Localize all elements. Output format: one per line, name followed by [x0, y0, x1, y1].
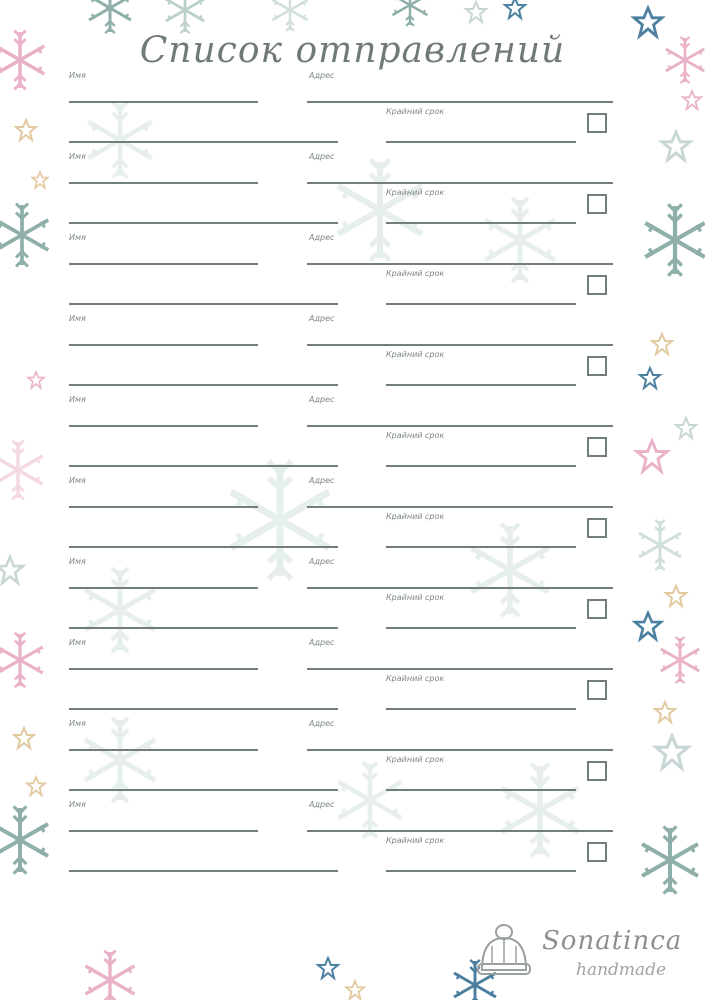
address-field[interactable]	[307, 425, 613, 427]
address-label: Адрес	[309, 71, 335, 80]
name-field[interactable]	[69, 587, 258, 589]
address-field[interactable]	[307, 344, 613, 346]
address-field[interactable]	[307, 101, 613, 103]
sent-checkbox[interactable]	[587, 437, 607, 457]
entry-block	[0, 394, 705, 475]
address-label: Адрес	[309, 557, 335, 566]
brand-logo	[472, 918, 697, 993]
sent-checkbox[interactable]	[587, 518, 607, 538]
page-title: Список отправлений	[139, 30, 566, 71]
name-label: Имя	[69, 152, 86, 161]
deadline-field[interactable]	[386, 870, 576, 872]
name-field[interactable]	[69, 344, 258, 346]
brand-name: Sonatinca	[542, 926, 683, 956]
deadline-field[interactable]	[386, 141, 576, 143]
deadline-field[interactable]	[386, 708, 576, 710]
deadline-label: Крайний срок	[386, 350, 445, 359]
name-field[interactable]	[69, 506, 258, 508]
sent-checkbox[interactable]	[587, 599, 607, 619]
entry-block	[0, 799, 705, 880]
entry-block	[0, 637, 705, 718]
deadline-label: Крайний срок	[386, 836, 445, 845]
name-label: Имя	[69, 638, 86, 647]
address-field[interactable]	[307, 668, 613, 670]
address-field-line2[interactable]	[69, 789, 338, 791]
address-field[interactable]	[307, 587, 613, 589]
sent-checkbox[interactable]	[587, 113, 607, 133]
sent-checkbox[interactable]	[587, 761, 607, 781]
address-field-line2[interactable]	[69, 303, 338, 305]
address-field-line2[interactable]	[69, 627, 338, 629]
name-label: Имя	[69, 719, 86, 728]
name-field[interactable]	[69, 425, 258, 427]
deadline-field[interactable]	[386, 303, 576, 305]
sent-checkbox[interactable]	[587, 356, 607, 376]
name-field[interactable]	[69, 749, 258, 751]
entry-block	[0, 70, 705, 151]
address-field-line2[interactable]	[69, 384, 338, 386]
name-field[interactable]	[69, 263, 258, 265]
address-label: Адрес	[309, 395, 335, 404]
entry-block	[0, 718, 705, 799]
deadline-field[interactable]	[386, 222, 576, 224]
address-field-line2[interactable]	[69, 141, 338, 143]
deadline-label: Крайний срок	[386, 188, 445, 197]
name-label: Имя	[69, 476, 86, 485]
deadline-label: Крайний срок	[386, 755, 445, 764]
deadline-field[interactable]	[386, 384, 576, 386]
name-field[interactable]	[69, 830, 258, 832]
deadline-label: Крайний срок	[386, 431, 445, 440]
name-label: Имя	[69, 800, 86, 809]
deadline-field[interactable]	[386, 789, 576, 791]
name-label: Имя	[69, 557, 86, 566]
address-label: Адрес	[309, 638, 335, 647]
address-field-line2[interactable]	[69, 870, 338, 872]
name-label: Имя	[69, 71, 86, 80]
entry-block	[0, 151, 705, 232]
name-label: Имя	[69, 233, 86, 242]
deadline-label: Крайний срок	[386, 512, 445, 521]
sent-checkbox[interactable]	[587, 680, 607, 700]
name-field[interactable]	[69, 101, 258, 103]
address-label: Адрес	[309, 233, 335, 242]
entry-block	[0, 313, 705, 394]
address-label: Адрес	[309, 314, 335, 323]
address-field-line2[interactable]	[69, 465, 338, 467]
deadline-field[interactable]	[386, 465, 576, 467]
address-field[interactable]	[307, 263, 613, 265]
name-field[interactable]	[69, 182, 258, 184]
deadline-label: Крайний срок	[386, 593, 445, 602]
name-label: Имя	[69, 395, 86, 404]
address-label: Адрес	[309, 152, 335, 161]
deadline-label: Крайний срок	[386, 269, 445, 278]
deadline-label: Крайний срок	[386, 674, 445, 683]
entry-block	[0, 232, 705, 313]
address-field[interactable]	[307, 182, 613, 184]
address-field[interactable]	[307, 506, 613, 508]
address-field-line2[interactable]	[69, 708, 338, 710]
address-field[interactable]	[307, 749, 613, 751]
address-label: Адрес	[309, 476, 335, 485]
address-field-line2[interactable]	[69, 546, 338, 548]
name-field[interactable]	[69, 668, 258, 670]
entry-block	[0, 556, 705, 637]
brand-sub: handmade	[576, 960, 667, 980]
address-field-line2[interactable]	[69, 222, 338, 224]
deadline-label: Крайний срок	[386, 107, 445, 116]
entry-block	[0, 475, 705, 556]
deadline-field[interactable]	[386, 627, 576, 629]
address-field[interactable]	[307, 830, 613, 832]
name-label: Имя	[69, 314, 86, 323]
address-label: Адрес	[309, 719, 335, 728]
sent-checkbox[interactable]	[587, 194, 607, 214]
sent-checkbox[interactable]	[587, 842, 607, 862]
address-label: Адрес	[309, 800, 335, 809]
deadline-field[interactable]	[386, 546, 576, 548]
sent-checkbox[interactable]	[587, 275, 607, 295]
hat-icon	[472, 918, 532, 988]
